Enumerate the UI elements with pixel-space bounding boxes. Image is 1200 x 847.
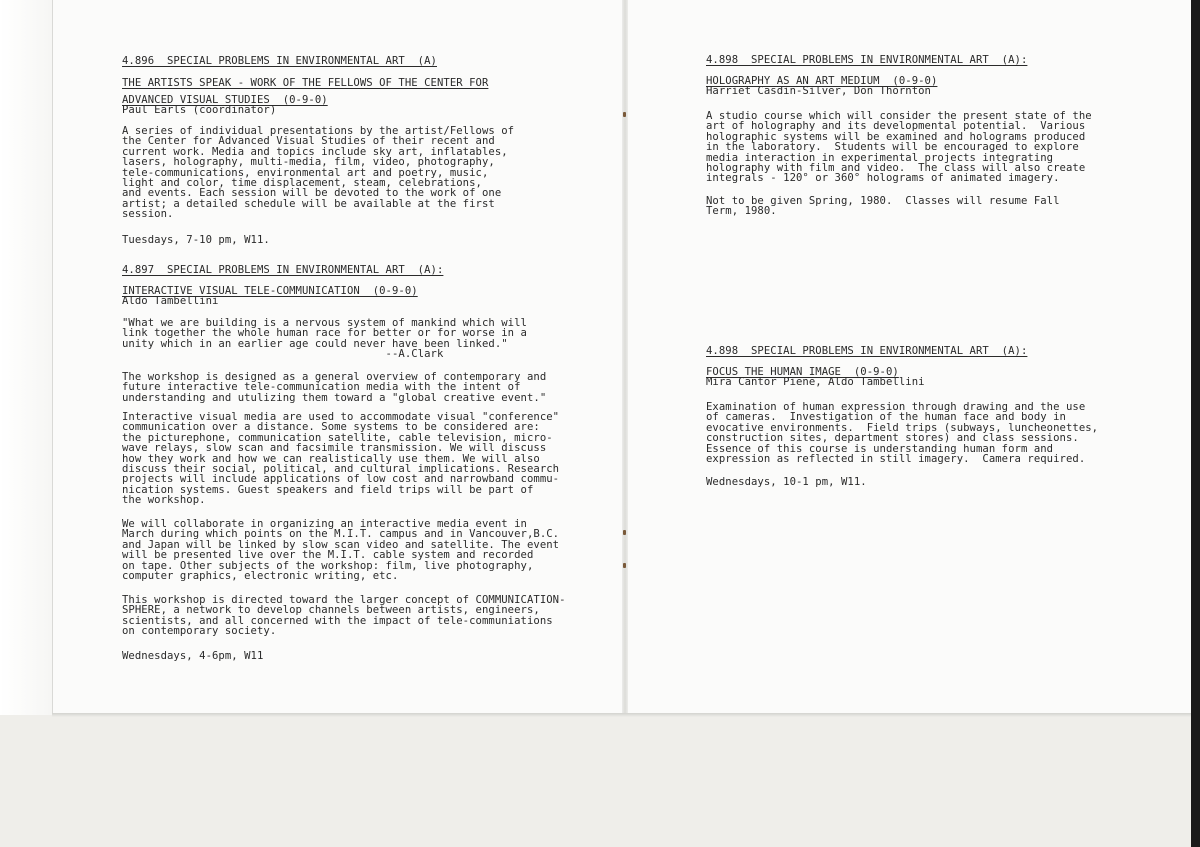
course-instructor: Aldo Tambellini xyxy=(122,295,219,308)
course-description xyxy=(122,126,602,220)
right-edge-border xyxy=(1191,0,1200,847)
course-title-line: ADVANCED VISUAL STUDIES (0-9-0) xyxy=(122,94,328,106)
course-description xyxy=(706,402,1176,464)
paragraph-line: Not to be given Spring, 1980. Classes will resume Fall xyxy=(706,195,1060,207)
binding-mark xyxy=(623,563,626,568)
binding-mark xyxy=(623,112,626,117)
paragraph-line: tele-communications, environmental art and poetry, music, xyxy=(122,166,489,179)
course-4898-holography xyxy=(706,55,1176,65)
paragraph-line: communication over a distance. Some systems to be considered are: xyxy=(122,421,540,434)
quote-line: "What we are building is a nervous system of mankind which will xyxy=(122,317,527,329)
course-coordinator: Paul Earls (coordinator) xyxy=(122,104,277,117)
paragraph-line: session. xyxy=(122,208,174,221)
paragraph-line: SPHERE, a network to develop channels between artists, engineers, xyxy=(122,604,540,617)
paragraph-1 xyxy=(122,372,602,403)
paragraph-line: Examination of human expression through drawing and the use xyxy=(706,401,1086,413)
paragraph-line: holographic systems will be examined and holograms produced xyxy=(706,130,1086,143)
paragraph-3 xyxy=(122,519,602,581)
paragraph-line: on tape. Other subjects of the workshop: film, live photography, xyxy=(122,559,534,572)
page-shadow xyxy=(52,713,1191,717)
paragraph-line: and events. Each session will be devoted to the work of one xyxy=(122,187,502,200)
course-4898-human-image xyxy=(706,346,1176,356)
paragraph-line: evocative environments. Field trips (subways, luncheonettes, xyxy=(706,421,1099,434)
course-title-line: THE ARTISTS SPEAK - WORK OF THE FELLOWS OF THE CENTER FOR xyxy=(122,77,489,89)
quote-line: link together the whole human race for better or for worse in a xyxy=(122,327,527,340)
paragraph-line: lasers, holography, multi-media, film, video, photography, xyxy=(122,156,495,169)
paragraph-line: March during which points on the M.I.T. campus and in Vancouver,B.C. xyxy=(122,528,560,541)
paragraph-line: current work. Media and topics include sky art, inflatables, xyxy=(122,145,508,158)
page-gutter xyxy=(622,0,628,715)
course-4897 xyxy=(122,265,602,275)
course-title-line: INTERACTIVE VISUAL TELE-COMMUNICATION (0-9-0) xyxy=(122,285,418,297)
paragraph-line: artist; a detailed schedule will be available at the first xyxy=(122,197,495,210)
course-heading: 4.896 SPECIAL PROBLEMS IN ENVIRONMENTAL ART (A) xyxy=(122,55,437,67)
paragraph-line: Interactive visual media are used to accommodate visual "conference" xyxy=(122,411,560,423)
course-heading: 4.898 SPECIAL PROBLEMS IN ENVIRONMENTAL ART (A): xyxy=(706,54,1028,66)
quote-attribution: --A.Clark xyxy=(122,348,444,361)
course-4896-title-2 xyxy=(122,95,602,116)
paragraph-line: Essence of this course is understanding human form and xyxy=(706,442,1054,455)
paragraph-line: in the laboratory. Students will be encouraged to explore xyxy=(706,141,1079,154)
paragraph-line: holography with film and video. The class will also create xyxy=(706,162,1086,175)
paragraph-line: on contemporary society. xyxy=(122,625,277,638)
paragraph-4 xyxy=(122,595,602,637)
paragraph-line: wave relays, slow scan and facsimile transmission. We will discuss xyxy=(122,442,547,455)
course-schedule xyxy=(122,651,602,661)
paragraph-line: A series of individual presentations by the artist/Fellows of xyxy=(122,125,515,137)
paragraph-line: The workshop is designed as a general overview of contemporary and xyxy=(122,371,547,383)
course-heading: 4.897 SPECIAL PROBLEMS IN ENVIRONMENTAL ART (A): xyxy=(122,264,444,276)
schedule-text: Tuesdays, 7-10 pm, W11. xyxy=(122,234,270,246)
paragraph-2 xyxy=(706,196,1176,217)
paragraph-line: the workshop. xyxy=(122,494,206,507)
paragraph-line: discuss their social, political, and cultural implications. Research xyxy=(122,463,560,476)
paragraph-line: computer graphics, electronic writing, etc. xyxy=(122,570,399,583)
course-4896-title xyxy=(122,78,602,88)
paragraph-line: A studio course which will consider the present state of the xyxy=(706,110,1092,122)
course-instructors: Mira Cantor Piene, Aldo Tambellini xyxy=(706,376,925,389)
paragraph-line: the Center for Advanced Visual Studies of their recent and xyxy=(122,135,495,148)
paragraph-line: construction sites, department stores) and class sessions. xyxy=(706,432,1079,445)
course-4897-title xyxy=(122,286,602,307)
paragraph-line: media interaction in experimental projects integrating xyxy=(706,151,1054,164)
left-page-edge xyxy=(0,0,53,715)
binding-mark xyxy=(623,530,626,535)
course-heading: 4.898 SPECIAL PROBLEMS IN ENVIRONMENTAL ART (A): xyxy=(706,345,1028,357)
paragraph-line: art of holography and its developmental potential. Various xyxy=(706,120,1086,133)
paragraph-line: We will collaborate in organizing an interactive media event in xyxy=(122,518,527,530)
paragraph-2 xyxy=(122,412,602,506)
paragraph-line: future interactive tele-communication media with the intent of xyxy=(122,381,521,394)
paragraph-1 xyxy=(706,111,1176,184)
paragraph-line: Term, 1980. xyxy=(706,205,777,218)
paragraph-line: of cameras. Investigation of the human face and body in xyxy=(706,411,1066,424)
course-schedule xyxy=(122,235,602,245)
course-4896 xyxy=(122,56,602,66)
course-title-block xyxy=(706,367,1176,388)
course-schedule xyxy=(706,477,1176,487)
paragraph-line: how they work and how we can realistically use them. We will also xyxy=(122,452,540,465)
paragraph-line: This workshop is directed toward the larger concept of COMMUNICATION- xyxy=(122,594,566,606)
course-title-block xyxy=(706,76,1176,97)
paragraph-line: light and color, time displacement, steam, celebrations, xyxy=(122,177,482,190)
paragraph-line: the picturephone, communication satellite, cable television, micro- xyxy=(122,431,553,444)
schedule-text: Wednesdays, 4-6pm, W11 xyxy=(122,650,264,662)
paragraph-line: will be presented live over the M.I.T. cable system and recorded xyxy=(122,549,534,562)
paragraph-line: integrals - 120° or 360° holograms of animated imagery. xyxy=(706,172,1060,185)
quote-block xyxy=(122,318,602,360)
course-title-line: HOLOGRAPHY AS AN ART MEDIUM (0-9-0) xyxy=(706,75,938,87)
paragraph-line: expression as reflected in still imagery. Camera required. xyxy=(706,453,1086,466)
paragraph-line: understanding and utulizing them toward a "global creative event." xyxy=(122,391,547,404)
paragraph-line: scientists, and all concerned with the impact of tele-communiations xyxy=(122,614,553,627)
paragraph-line: and Japan will be linked by slow scan video and satellite. The event xyxy=(122,538,560,551)
course-title-line: FOCUS THE HUMAN IMAGE (0-9-0) xyxy=(706,366,899,378)
course-instructors: Harriet Casdin-Silver, Don Thornton xyxy=(706,85,931,98)
quote-line: unity which in an earlier age could never have been linked." xyxy=(122,337,508,350)
schedule-text: Wednesdays, 10-1 pm, W11. xyxy=(706,476,867,488)
paragraph-line: nication systems. Guest speakers and field trips will be part of xyxy=(122,483,534,496)
paragraph-line: projects will include applications of low cost and narrowband commu- xyxy=(122,473,560,486)
